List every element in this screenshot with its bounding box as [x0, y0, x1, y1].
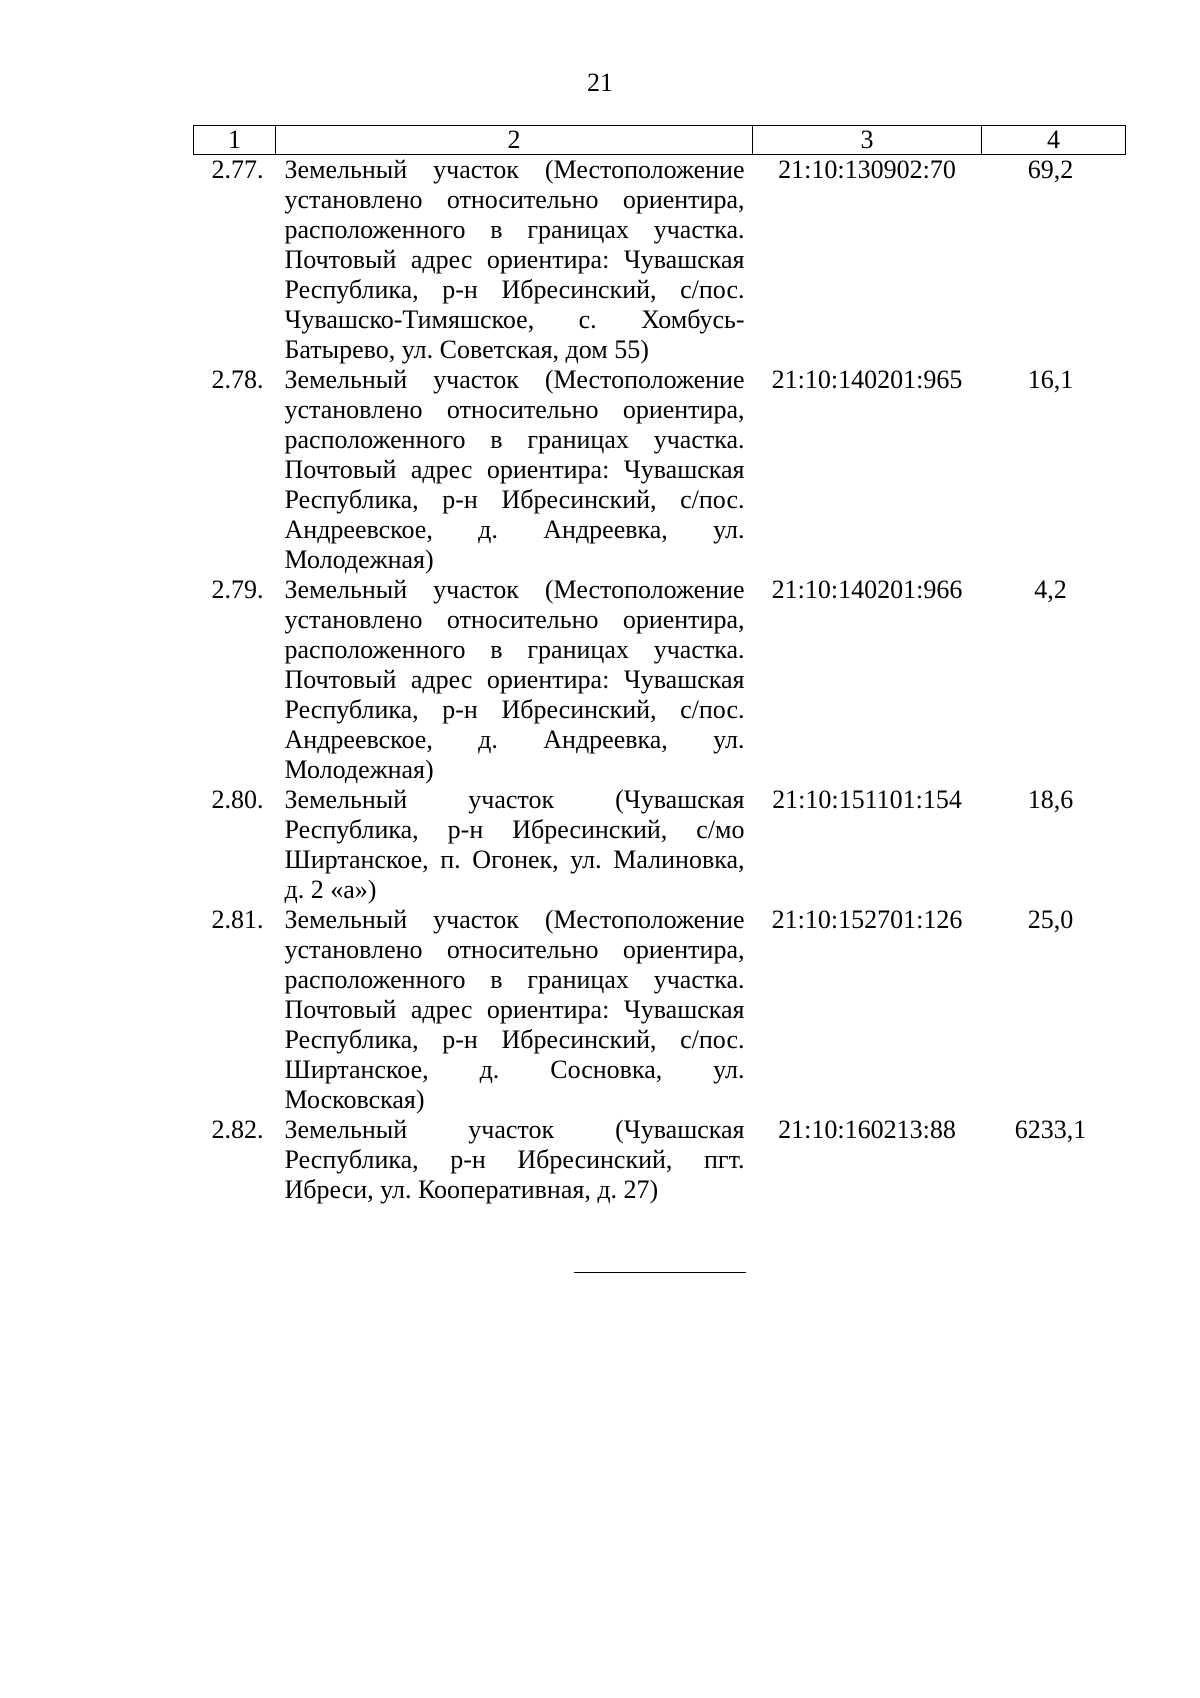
row-area: 16,1	[1027, 365, 1074, 394]
row-number: 2.77.	[211, 155, 264, 184]
page-number: 21	[587, 68, 613, 97]
row-number: 2.82.	[211, 1115, 264, 1144]
table-row	[194, 575, 1126, 785]
end-divider-line	[574, 1272, 746, 1273]
table-row	[194, 365, 1126, 575]
row-description: Земельный участок (Местоположение установлено относительно ориентира, расположенного в границах участка. Почтовый адрес ориентира: Чувашская Республика, р-н Ибресинский, с/пос. Андреевское, д. Андреевка, ул. Молодежная)	[284, 575, 745, 784]
table-row	[194, 155, 1126, 366]
row-number: 2.79.	[211, 575, 264, 604]
table-header	[194, 126, 1126, 155]
row-area: 6233,1	[1014, 1115, 1087, 1144]
row-cadastral-number: 21:10:160213:88	[778, 1115, 956, 1144]
table-body	[194, 155, 1126, 1206]
header-col-4: 4	[982, 126, 1126, 155]
table-row	[194, 1115, 1126, 1205]
table-row	[194, 905, 1126, 1115]
row-description: Земельный участок (Чувашская Республика, р-н Ибресинский, с/мо Ширтанское, п. Огонек, ул. Малиновка, д. 2 «а»)	[284, 785, 745, 904]
row-number: 2.78.	[211, 365, 264, 394]
header-row	[194, 126, 1126, 155]
row-number: 2.80.	[211, 785, 264, 814]
table-row	[194, 785, 1126, 905]
land-plots-table	[193, 125, 1126, 1205]
row-description: Земельный участок (Местоположение установлено относительно ориентира, расположенного в границах участка. Почтовый адрес ориентира: Чувашская Республика, р-н Ибресинский, с/пос. Андреевское, д. Андреевка, ул. Молодежная)	[284, 365, 745, 574]
header-col-2: 2	[276, 126, 753, 155]
row-number: 2.81.	[211, 905, 264, 934]
row-cadastral-number: 21:10:130902:70	[778, 155, 956, 184]
row-description: Земельный участок (Местоположение установлено относительно ориентира, расположенного в границах участка. Почтовый адрес ориентира: Чувашская Республика, р-н Ибресинский, с/пос. Чувашско-Тимяшское, с. Хомбусь-Батырево, ул. Советская, дом 55)	[284, 155, 745, 364]
row-area: 69,2	[1027, 155, 1074, 184]
row-area: 25,0	[1027, 905, 1074, 934]
header-col-3: 3	[753, 126, 982, 155]
row-area: 4,2	[1034, 575, 1067, 604]
row-description: Земельный участок (Местоположение установлено относительно ориентира, расположенного в границах участка. Почтовый адрес ориентира: Чувашская Республика, р-н Ибресинский, с/пос. Ширтанское, д. Сосновка, ул. Московская)	[284, 905, 745, 1114]
row-cadastral-number: 21:10:140201:965	[771, 365, 963, 394]
row-cadastral-number: 21:10:140201:966	[771, 575, 963, 604]
row-cadastral-number: 21:10:152701:126	[771, 905, 963, 934]
row-cadastral-number: 21:10:151101:154	[772, 785, 962, 814]
land-plots-table-container	[193, 125, 1125, 1205]
row-description: Земельный участок (Чувашская Республика, р-н Ибресинский, пгт. Ибреси, ул. Кооперативная, д. 27)	[284, 1115, 745, 1204]
header-col-1: 1	[194, 126, 276, 155]
row-area: 18,6	[1027, 785, 1074, 814]
